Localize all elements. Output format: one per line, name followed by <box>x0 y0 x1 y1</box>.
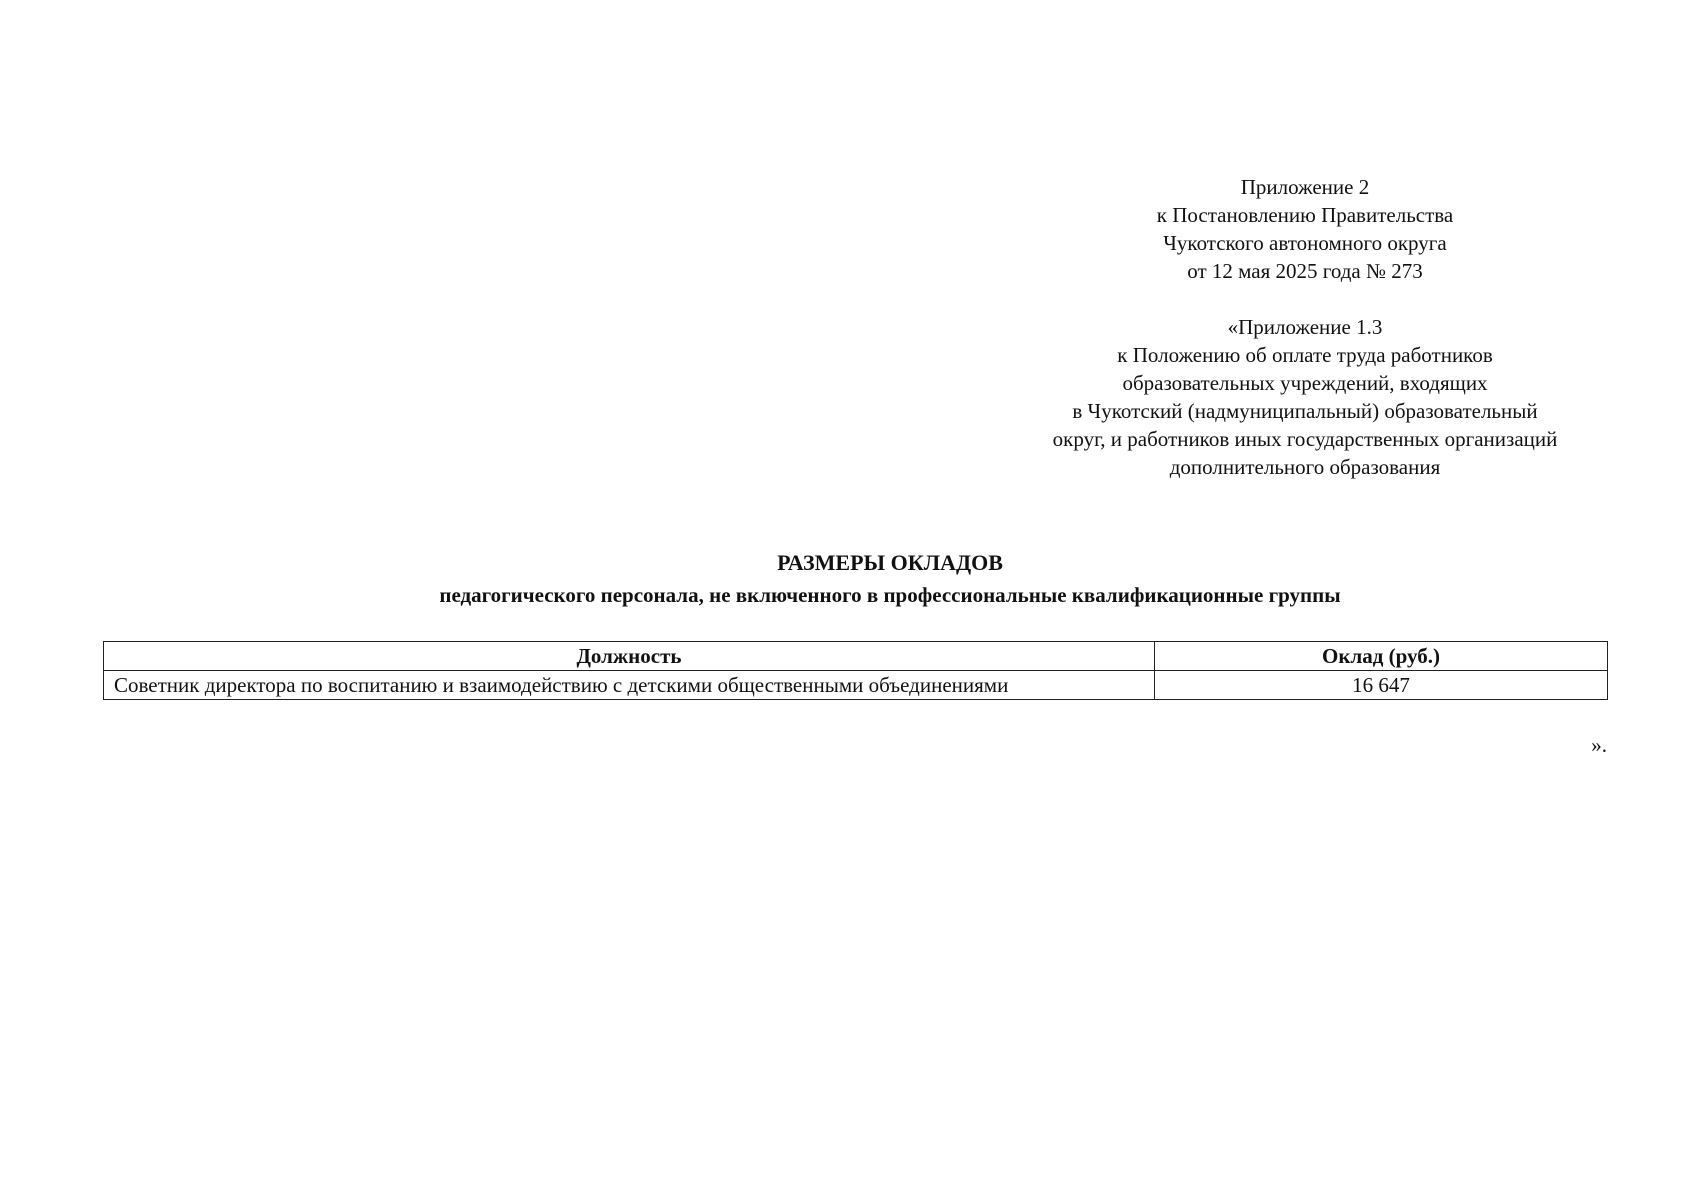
document-subtitle: педагогического персонала, не включенного в профессиональные квалификационные группы <box>439 583 1341 607</box>
approval-line: к Постановлению Правительства <box>1156 203 1454 227</box>
approval-line: от 12 мая 2025 года № 273 <box>1187 259 1423 283</box>
closing-quote: ». <box>1591 733 1607 757</box>
column-header-position: Должность <box>104 642 1155 671</box>
appendix-line: «Приложение 1.3 <box>1227 315 1383 339</box>
position-cell: Советник директора по воспитанию и взаимодействию с детскими общественными объединениями <box>104 671 1155 700</box>
approval-line: Приложение 2 <box>1240 175 1370 199</box>
appendix-line: дополнительного образования <box>1169 455 1441 479</box>
salary-cell: 16 647 <box>1155 671 1608 700</box>
approval-line: Чукотского автономного округа <box>1163 231 1447 255</box>
table-header-row <box>104 642 1608 671</box>
appendix-header <box>1000 313 1610 481</box>
appendix-line: округ, и работников иных государственных организаций <box>1052 427 1558 451</box>
appendix-line: в Чукотский (надмуниципальный) образовательный <box>1072 399 1538 423</box>
document-title: РАЗМЕРЫ ОКЛАДОВ <box>777 550 1003 575</box>
column-header-salary: Оклад (руб.) <box>1155 642 1608 671</box>
appendix-line: образовательных учреждений, входящих <box>1122 371 1488 395</box>
salary-table <box>103 641 1608 700</box>
approval-header <box>1000 173 1610 285</box>
table-row <box>104 671 1608 700</box>
appendix-line: к Положению об оплате труда работников <box>1117 343 1493 367</box>
